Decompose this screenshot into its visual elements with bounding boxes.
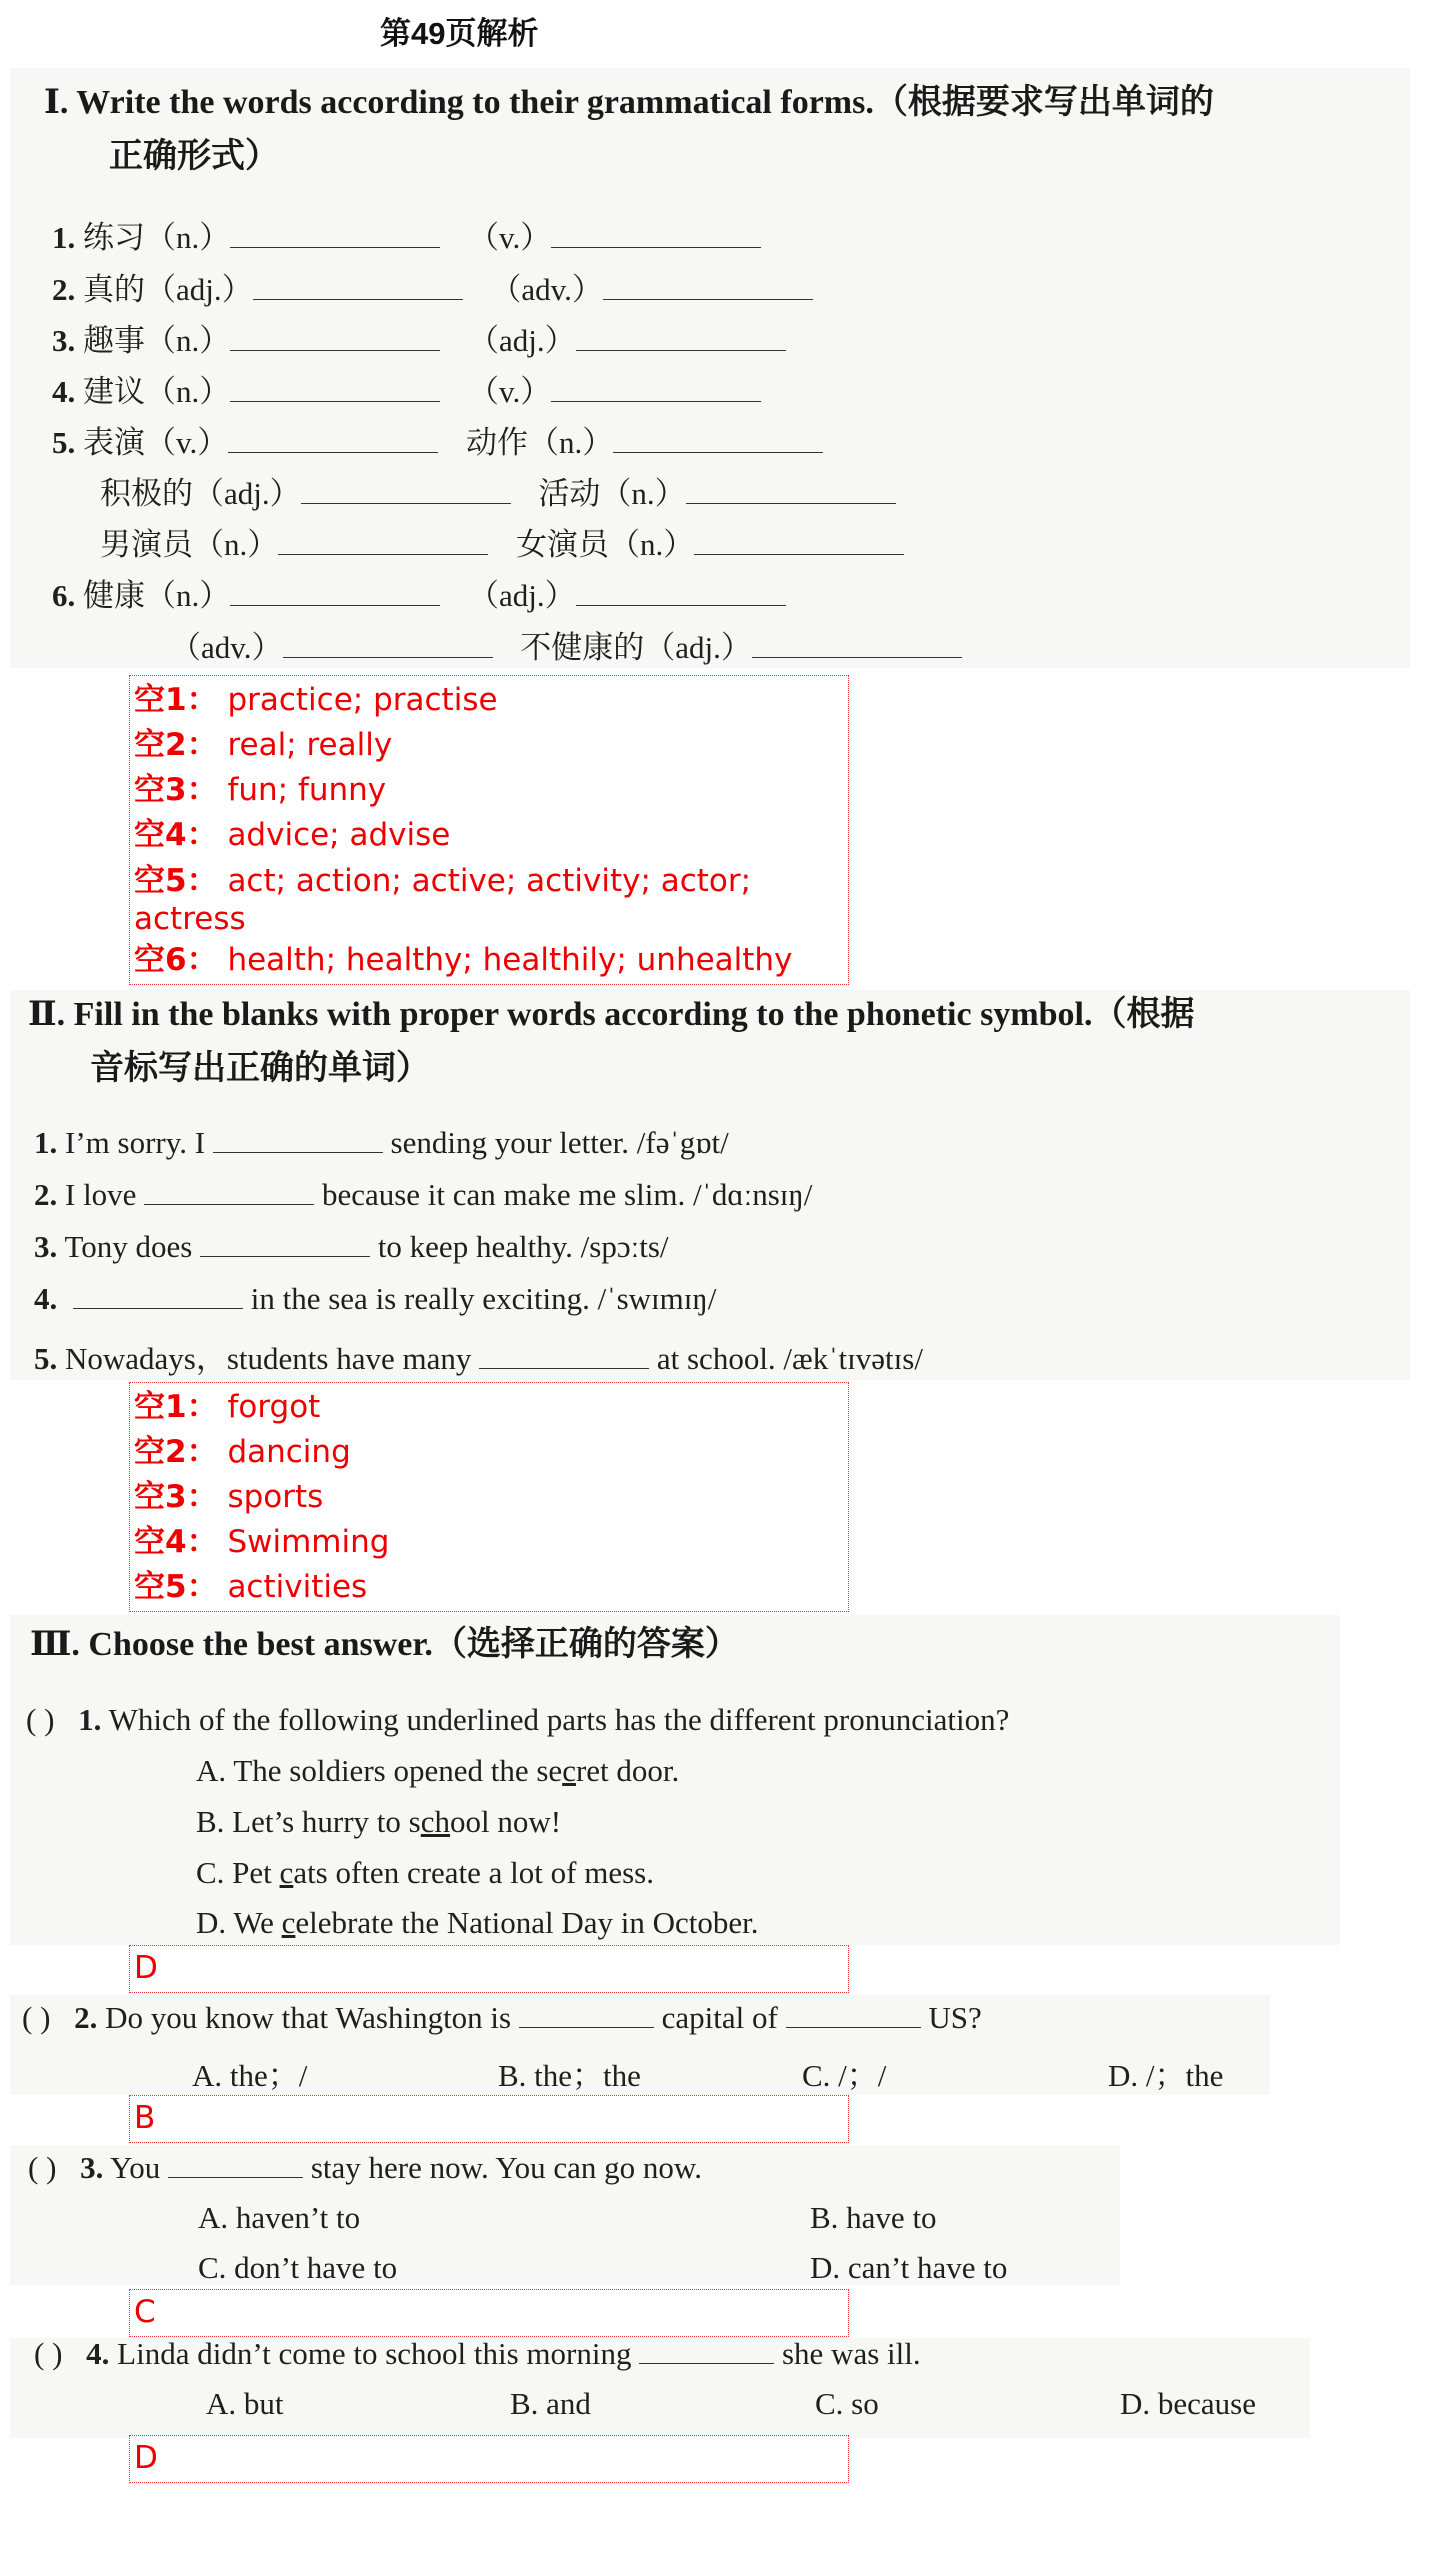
s1-answer-box	[129, 675, 849, 985]
q2-option-b[interactable]: B. the；the	[498, 2058, 641, 2093]
s1-item-b: 动作（n.）	[466, 425, 614, 460]
s1-item-8	[52, 570, 786, 615]
s2-item-2	[34, 1177, 812, 1213]
q3-option-d[interactable]: D. can’t have to	[810, 2250, 1008, 2285]
s1-item-4	[52, 366, 761, 411]
s1-item-b: （adj.）	[468, 323, 576, 358]
s1-item-a: （adv.）	[170, 630, 283, 665]
s2-item-pre: I’m sorry. I	[65, 1125, 206, 1160]
q1-stem: Which of the following underlined parts has the different pronunciation?	[108, 1702, 1010, 1737]
q1-stem-line	[26, 1702, 1009, 1738]
q3-num: 3.	[80, 2150, 104, 2185]
q4-stem-line	[34, 2336, 921, 2372]
q2-answer-box	[129, 2095, 849, 2143]
s1-blank[interactable]	[694, 528, 904, 555]
q4-stem-pre: Linda didn’t come to school this morning	[117, 2336, 632, 2371]
s1-item-b: （v.）	[468, 374, 552, 409]
s1-blank[interactable]	[278, 528, 488, 555]
s1-item-a: 健康（n.）	[83, 578, 231, 613]
q1-option-c[interactable]	[196, 1855, 654, 1891]
s1-item-a: 建议（n.）	[83, 374, 231, 409]
s1-blank[interactable]	[230, 221, 440, 248]
s1-item-b: （adj.）	[468, 578, 576, 613]
q4-blank[interactable]	[639, 2337, 774, 2364]
s2-item-post: in the sea is really exciting. /ˈswɪmɪŋ/	[250, 1281, 717, 1316]
answer-row	[134, 1520, 844, 1565]
answer-label: 空2：	[134, 727, 218, 763]
s1-blank[interactable]	[576, 579, 786, 606]
answer-row	[134, 813, 844, 858]
q4-stem-post: she was ill.	[781, 2336, 921, 2371]
s2-item-5	[34, 1333, 923, 1378]
s2-item-num: 4.	[34, 1281, 58, 1316]
s1-blank[interactable]	[686, 477, 896, 504]
q2-blank-1[interactable]	[519, 2001, 654, 2028]
s1-item-b: （adv.）	[490, 272, 603, 307]
q4-option-d[interactable]: D. because	[1120, 2386, 1256, 2421]
q1-num: 1.	[78, 1702, 102, 1737]
s2-item-3	[34, 1229, 669, 1265]
q2-option-c[interactable]: C. /；/	[802, 2058, 887, 2093]
section2-heading	[28, 988, 1195, 1096]
s1-item-5	[52, 417, 823, 462]
s1-item-b: 不健康的（adj.）	[520, 630, 752, 665]
q2-stem-post: US?	[928, 2000, 982, 2035]
s1-blank[interactable]	[613, 426, 823, 453]
s1-item-a: 表演（v.）	[83, 425, 229, 460]
q4-option-a[interactable]: A. but	[206, 2386, 284, 2421]
q2-stem-mid: capital of	[661, 2000, 778, 2035]
q4-option-c[interactable]: C. so	[815, 2386, 879, 2421]
answer-label: 空3：	[134, 772, 218, 808]
s1-blank[interactable]	[253, 273, 463, 300]
s1-item-b: （v.）	[468, 220, 552, 255]
q1-option-b-pre: B. Let’s hurry to s	[196, 1804, 421, 1839]
q2-option-d[interactable]: D. /；the	[1108, 2058, 1224, 2093]
s2-blank[interactable]	[200, 1230, 370, 1257]
s1-blank[interactable]	[752, 631, 962, 658]
s2-item-1	[34, 1125, 729, 1161]
q1-option-b[interactable]	[196, 1804, 561, 1840]
q4-answer-box	[129, 2435, 849, 2483]
s2-blank[interactable]	[479, 1342, 649, 1369]
s1-item-num: 3.	[52, 323, 76, 358]
answer-label: 空3：	[134, 1479, 218, 1515]
q1-option-c-post: ats often create a lot of mess.	[293, 1855, 654, 1890]
q3-blank[interactable]	[168, 2151, 303, 2178]
q3-stem-pre: You	[110, 2150, 161, 2185]
section1-heading-line2: 正确形式）	[109, 138, 279, 175]
q3-option-c[interactable]: C. don’t have to	[198, 2250, 398, 2285]
s2-item-num: 2.	[34, 1177, 58, 1212]
q4-num: 4.	[86, 2336, 110, 2371]
answer-label: 空2：	[134, 1434, 218, 1470]
s2-item-post: because it can make me slim. /ˈdɑːnsɪŋ/	[321, 1177, 813, 1212]
q1-answer: D	[134, 1950, 158, 1986]
s1-item-a: 趣事（n.）	[83, 323, 231, 358]
answer-label: 空5：	[134, 1569, 218, 1605]
answer-row	[134, 938, 844, 983]
s2-blank[interactable]	[213, 1126, 383, 1153]
answer-label: 空4：	[134, 1524, 218, 1560]
s1-item-b: 活动（n.）	[538, 476, 686, 511]
s1-blank[interactable]	[576, 324, 786, 351]
s1-item-num: 2.	[52, 272, 76, 307]
s1-item-a: 男演员（n.）	[100, 527, 279, 562]
s1-blank[interactable]	[230, 579, 440, 606]
q4-option-b[interactable]: B. and	[510, 2386, 591, 2421]
q1-option-d-pre: D. We	[196, 1905, 282, 1940]
q1-option-a[interactable]	[196, 1753, 679, 1789]
q2-blank-2[interactable]	[786, 2001, 921, 2028]
s2-answer-box	[129, 1382, 849, 1612]
answer-text: activities	[227, 1569, 368, 1605]
answer-text: fun; funny	[227, 772, 387, 808]
s2-item-num: 1.	[34, 1125, 58, 1160]
s1-item-num: 6.	[52, 578, 76, 613]
s1-item-2	[52, 264, 813, 309]
s2-item-4	[34, 1281, 716, 1317]
s2-blank[interactable]	[144, 1178, 314, 1205]
s1-blank[interactable]	[603, 273, 813, 300]
s1-blank[interactable]	[228, 426, 438, 453]
answer-row	[134, 1385, 844, 1430]
answer-text: sports	[227, 1479, 324, 1515]
answer-row	[134, 768, 844, 813]
s1-blank[interactable]	[283, 631, 493, 658]
s1-item-num: 1.	[52, 220, 76, 255]
s2-item-pre: I love	[65, 1177, 137, 1212]
section1-heading-line1: Ⅰ. Write the words according to their grammatical forms.（根据要求写出单词的	[44, 84, 1214, 121]
answer-row	[134, 678, 844, 723]
s1-blank[interactable]	[230, 375, 440, 402]
q1-option-c-pre: C. Pet	[196, 1855, 280, 1890]
answer-row	[134, 723, 844, 768]
s1-item-num: 5.	[52, 425, 76, 460]
answer-text: real; really	[227, 727, 393, 763]
s1-item-b: 女演员（n.）	[516, 527, 695, 562]
q1-option-d-underlined: c	[281, 1905, 296, 1940]
answer-text: act; action; active; activity; actor; actress	[134, 863, 752, 937]
q2-stem-line	[22, 2000, 982, 2036]
s1-item-7	[100, 519, 904, 564]
q2-option-a[interactable]: A. the；/	[192, 2058, 308, 2093]
q2-stem-pre: Do you know that Washington is	[105, 2000, 512, 2035]
s2-item-pre: Tony does	[64, 1229, 193, 1264]
q3-option-b[interactable]: B. have to	[810, 2200, 937, 2235]
s2-item-pre: Nowadays，students have many	[65, 1341, 472, 1376]
q4-answer-paren[interactable]: ( )	[34, 2336, 63, 2371]
answer-row	[134, 1430, 844, 1475]
section2-heading-line1: Ⅱ. Fill in the blanks with proper words according to the phonetic symbol.（根据	[28, 996, 1195, 1033]
q2-answer: B	[134, 2100, 156, 2136]
q1-option-a-post: ret door.	[575, 1753, 680, 1788]
s1-item-1	[52, 212, 761, 257]
s2-item-post: sending your letter. /fəˈgɒt/	[390, 1125, 729, 1160]
s1-blank[interactable]	[551, 375, 761, 402]
answer-label: 空4：	[134, 817, 218, 853]
q3-option-a[interactable]: A. haven’t to	[198, 2200, 361, 2235]
q1-option-a-underlined: c	[562, 1753, 576, 1788]
answer-text: advice; advise	[227, 817, 451, 853]
q3-stem-post: stay here now. You can go now.	[310, 2150, 702, 2185]
q1-option-d-post: elebrate the National Day in October.	[295, 1905, 759, 1940]
q1-answer-paren[interactable]: ( )	[26, 1702, 55, 1737]
s1-blank[interactable]	[301, 477, 511, 504]
section3-heading: Ⅲ. Choose the best answer.（选择正确的答案）	[30, 1626, 739, 1663]
answer-text: Swimming	[227, 1524, 390, 1560]
q2-num: 2.	[74, 2000, 98, 2035]
section1-heading	[44, 76, 1214, 184]
answer-label: 空1：	[134, 1389, 218, 1425]
s1-item-9	[170, 622, 962, 667]
s2-blank[interactable]	[73, 1282, 243, 1309]
s1-blank[interactable]	[551, 221, 761, 248]
answer-row	[134, 1475, 844, 1520]
q1-option-b-post: ool now!	[450, 1804, 562, 1839]
s2-item-num: 3.	[34, 1229, 58, 1264]
q3-stem-line	[28, 2150, 702, 2186]
q1-option-c-underlined: c	[279, 1855, 294, 1890]
q2-answer-paren[interactable]: ( )	[22, 2000, 51, 2035]
q3-answer-box	[129, 2289, 849, 2337]
answer-text: practice; practise	[227, 682, 498, 718]
answer-label: 空5：	[134, 863, 218, 899]
s1-item-a: 积极的（adj.）	[100, 476, 301, 511]
answer-label: 空1：	[134, 682, 218, 718]
q1-option-d[interactable]	[196, 1905, 758, 1941]
answer-row	[134, 1565, 844, 1610]
s2-item-post: at school. /ækˈtɪvətɪs/	[656, 1341, 923, 1376]
q1-option-a-pre: A. The soldiers opened the se	[196, 1753, 563, 1788]
answer-text: health; healthy; healthily; unhealthy	[227, 942, 793, 978]
q4-answer: D	[134, 2440, 158, 2476]
answer-text: dancing	[227, 1434, 351, 1470]
s2-item-num: 5.	[34, 1341, 58, 1376]
answer-text: forgot	[227, 1389, 321, 1425]
s1-item-a: 真的（adj.）	[83, 272, 253, 307]
answer-row	[134, 858, 844, 938]
answer-label: 空6：	[134, 942, 218, 978]
q3-answer-paren[interactable]: ( )	[28, 2150, 57, 2185]
page-title: 第49页解析	[380, 16, 539, 51]
s1-item-3	[52, 315, 786, 360]
s1-item-6	[100, 468, 896, 513]
s1-item-num: 4.	[52, 374, 76, 409]
s1-blank[interactable]	[230, 324, 440, 351]
q1-option-b-underlined: ch	[420, 1804, 451, 1839]
section2-heading-line2: 音标写出正确的单词）	[90, 1050, 430, 1087]
s1-item-a: 练习（n.）	[83, 220, 231, 255]
q3-answer: C	[134, 2294, 156, 2330]
s2-item-post: to keep healthy. /spɔːts/	[377, 1229, 669, 1264]
q1-answer-box	[129, 1945, 849, 1993]
